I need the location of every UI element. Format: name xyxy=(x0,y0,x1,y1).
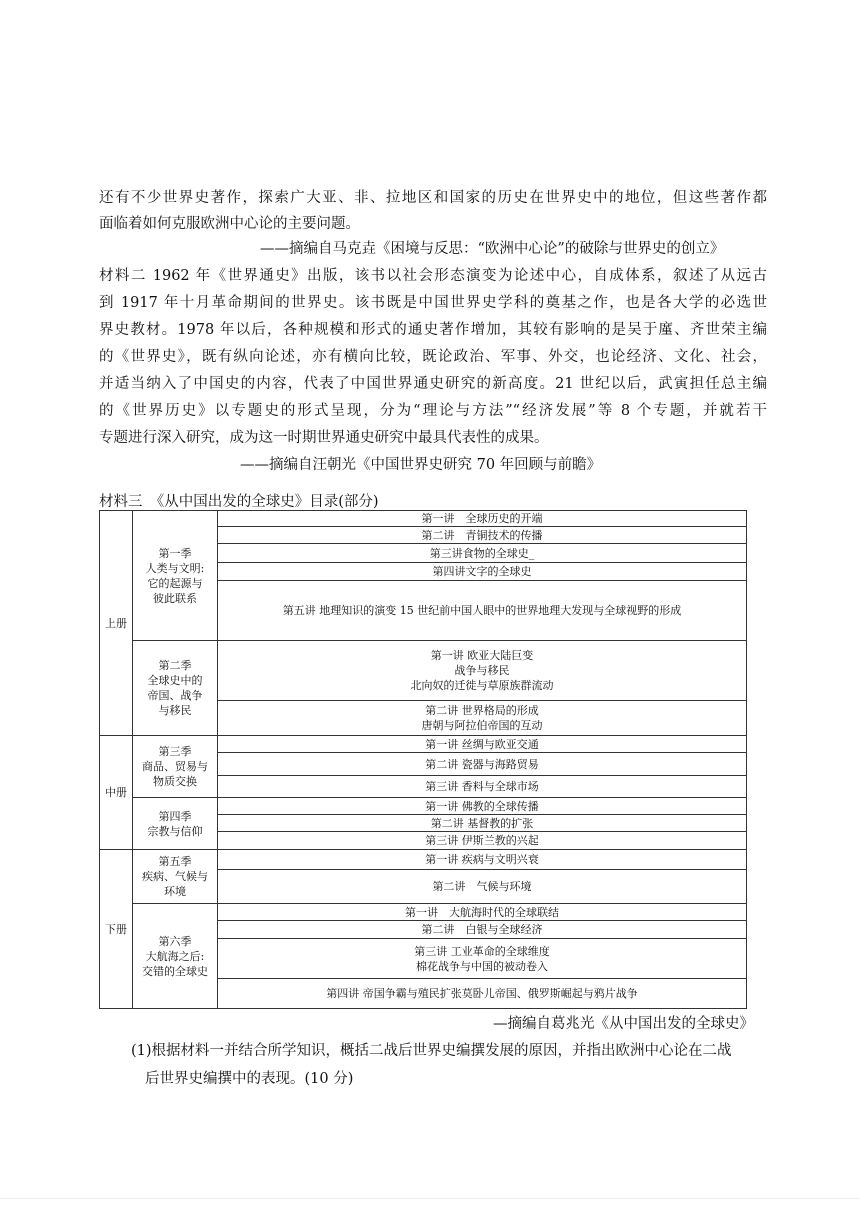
lecture-cell: 第三讲 香料与全球市场 xyxy=(217,775,747,798)
season-cell: 第六季 大航海之后: 交错的全球史 xyxy=(132,903,218,1009)
lecture-cell: 第一讲 全球历史的开端 xyxy=(217,510,747,527)
volume-cell: 下册 xyxy=(99,849,133,1009)
material2-source: ——摘编自汪朝光《中国世界史研究 70 年回顾与前瞻》 xyxy=(240,457,602,473)
lecture-cell: 第五讲 地理知识的演变 15 世纪前中国人眼中的世界地理大发现与全球视野的形成 xyxy=(217,580,747,641)
lecture-cell: 第二讲 世界格局的形成 唐朝与阿拉伯帝国的互动 xyxy=(217,700,747,736)
volume-cell: 中册 xyxy=(99,735,133,850)
season-cell: 第一季 人类与文明: 它的起源与 彼此联系 xyxy=(132,510,218,641)
material2-line: 的《世界历史》以专题史的形式呈现，分为“理论与方法”“经济发展”等 8 个专题，并就若干 xyxy=(99,403,767,419)
volume-cell: 上册 xyxy=(99,510,133,736)
material1-line: 面临着如何克服欧洲中心论的主要问题。 xyxy=(99,216,360,232)
material2-line: 界史教材。1978 年以后，各种规模和形式的通史著作增加，其较有影响的是吴于廑、齐世荣主编 xyxy=(99,322,767,338)
lecture-cell: 第三讲 伊斯兰教的兴起 xyxy=(217,831,747,850)
material2-line: 到 1917 年十月革命期间的世界史。该书既是中国世界史学科的奠基之作，也是各大学的必选世 xyxy=(99,295,767,311)
lecture-cell: 第一讲 佛教的全球传播 xyxy=(217,797,747,815)
lecture-cell: 第二讲 基督教的扩张 xyxy=(217,814,747,832)
toc-table xyxy=(99,510,747,1009)
lecture-cell: 第一讲 丝绸与欧亚交通 xyxy=(217,735,747,753)
material2-line: 并适当纳入了中国史的内容，代表了中国世界通史研究的新高度。21 世纪以后，武寅担任总主编 xyxy=(99,376,767,392)
season-cell: 第三季 商品、贸易与 物质交换 xyxy=(132,735,218,798)
material3-label: 材料三 《从中国出发的全球史》目录(部分) xyxy=(99,494,379,510)
material2-line: 材料二 1962 年《世界通史》出版，该书以社会形态演变为论述中心，自成体系，叙述了从远古 xyxy=(99,268,767,284)
question1-line1: (1)根据材料一并结合所学知识，概括二战后世界史编撰发展的原因，并指出欧洲中心论在二战 xyxy=(131,1043,732,1059)
question1-line2: 后世界史编撰中的表现。(10 分) xyxy=(145,1071,354,1087)
lecture-cell: 第四讲文字的全球史 xyxy=(217,562,747,581)
lecture-cell: 第四讲 帝国争霸与殖民扩张莫卧儿帝国、俄罗斯崛起与鸦片战争 xyxy=(217,978,747,1009)
lecture-cell: 第一讲 欧亚大陆巨变 战争与移民 北向奴的迁徙与草原族群流动 xyxy=(217,640,747,701)
season-cell: 第五季 疾病、气候与 环境 xyxy=(132,849,218,904)
lecture-cell: 第三讲食物的全球史_ xyxy=(217,543,747,563)
lecture-cell: 第二讲 瓷器与海路贸易 xyxy=(217,752,747,776)
material2-line: 专题进行深入研究，成为这一时期世界通史研究中最具代表性的成果。 xyxy=(99,430,549,446)
material1-source: ——摘编自马克垚《困境与反思：“欧洲中心论”的破除与世界史的创立》 xyxy=(260,241,725,257)
lecture-cell: 第二讲 青铜技术的传播 xyxy=(217,526,747,544)
material2-line: 的《世界史》，既有纵向论述，亦有横向比较，既论政治、军事、外交，也论经济、文化、社会， xyxy=(99,349,767,365)
season-cell: 第二季 全球史中的 帝国、战争 与移民 xyxy=(132,640,218,736)
season-cell: 第四季 宗教与信仰 xyxy=(132,797,218,850)
lecture-cell: 第二讲 白银与全球经济 xyxy=(217,920,747,939)
material3-source: —摘编自葛兆光《从中国出发的全球史》 xyxy=(493,1016,754,1032)
lecture-cell: 第一讲 疾病与文明兴衰 xyxy=(217,849,747,870)
page-bottom-edge xyxy=(0,1198,860,1199)
lecture-cell: 第一讲 大航海时代的全球联结 xyxy=(217,903,747,921)
material1-line: 还有不少世界史著作，探索广大亚、非、拉地区和国家的历史在世界史中的地位，但这些著作都 xyxy=(99,190,767,206)
lecture-cell: 第三讲 工业革命的全球维度 棉花战争与中国的被动卷入 xyxy=(217,938,747,979)
lecture-cell: 第二讲 气候与环境 xyxy=(217,869,747,904)
